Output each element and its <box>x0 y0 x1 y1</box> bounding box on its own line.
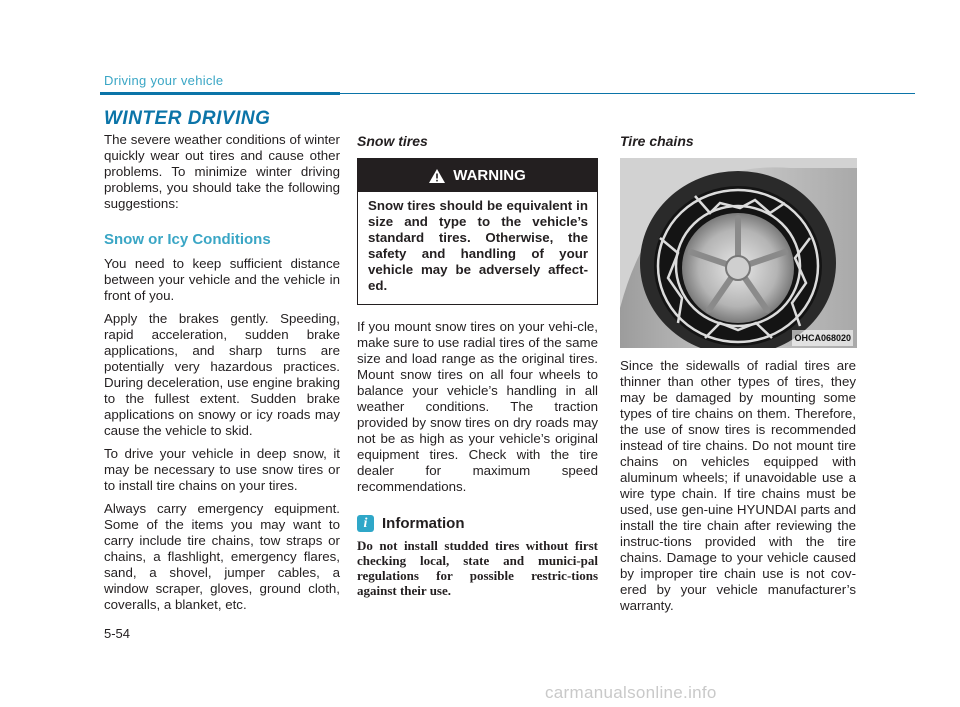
page-title: WINTER DRIVING <box>104 108 271 129</box>
column-middle <box>357 132 598 598</box>
watermark: carmanualsonline.info <box>545 683 717 702</box>
tire-chains-paragraph: Since the sidewalls of radial tires are thinner than other types of tires, they may be damaged by mounting some types of tire chains on them. Therefore, the use of snow tires is recommended instead of tire chains. Do not mount tire chains on vehicles equipped with aluminum wheels; if unavoidable use a wire type chain. If tire chains must be used, use gen-uine HYUNDAI parts and install the tire chain after reviewing the instruc-tions provided with the tire chains. Damage to your vehicle caused by improper tire chain use is not cov-ered by your vehicle manufacturer’s warranty. <box>620 358 856 613</box>
warning-text: Snow tires should be equivalent in size and type to the vehicle’s standard tires. Otherwise, the safety and handling of your vehicle may be adversely affect-ed. <box>368 198 588 293</box>
tire-chain-photo <box>620 158 857 348</box>
paragraph-deep-snow: To drive your vehicle in deep snow, it may be necessary to use snow tires or to install tire chains on your tires. <box>104 446 340 493</box>
section-label: Driving your vehicle <box>104 73 224 88</box>
snow-tires-heading: Snow tires <box>357 133 428 149</box>
header-rule-thick <box>100 92 340 95</box>
warning-box <box>357 158 598 305</box>
tire-with-chain-illustration <box>620 158 857 348</box>
header-rule-thin <box>340 93 915 94</box>
paragraph-distance: You need to keep sufficient distance between your vehicle and the vehicle in front of you. <box>104 256 340 303</box>
paragraph-emergency: Always carry emergency equipment. Some of the items you may want to carry include tire chains, tow straps or chains, a flashlight, emergency flares, sand, a shovel, jumper cables, a window scraper, gloves, ground cloth, coveralls, a blanket, etc. <box>104 501 340 612</box>
intro-paragraph: The severe weather conditions of winter quickly wear out tires and cause other problems. To minimize winter driving problems, you should take the following suggestions: <box>104 132 340 211</box>
information-text: Do not install studded tires without first checking local, state and munici-pal regulations for possible restric-tions against their use. <box>357 538 598 598</box>
snow-tires-paragraph: If you mount snow tires on your vehi-cle, make sure to use radial tires of the same size and load range as the original tires. Mount snow tires on all four wheels to balance your vehicle’s handling in all weather conditions. The traction provided by snow tires on dry roads may not be as high as your vehicle’s original equipment tires. Check with the tire dealer for maximum speed recommendations. <box>357 319 598 494</box>
tire-chains-heading: Tire chains <box>620 133 694 149</box>
warning-triangle-icon <box>429 169 445 183</box>
information-label: Information <box>382 514 465 532</box>
warning-bar <box>358 159 597 192</box>
information-heading <box>357 515 598 532</box>
page-number: 5-54 <box>104 626 131 641</box>
photo-code: OHCA068020 <box>792 330 853 346</box>
column-right <box>620 132 856 621</box>
info-icon: i <box>357 515 374 532</box>
warning-label: WARNING <box>453 166 526 184</box>
snow-icy-subheading: Snow or Icy Conditions <box>104 231 271 248</box>
column-left <box>104 132 340 620</box>
paragraph-brakes: Apply the brakes gently. Speeding, rapid acceleration, sudden brake applications, and sharp turns are potentially very hazardous practices. During deceleration, use engine braking to the fullest extent. Sudden brake applications on snowy or icy roads may cause the vehicle to skid. <box>104 311 340 438</box>
